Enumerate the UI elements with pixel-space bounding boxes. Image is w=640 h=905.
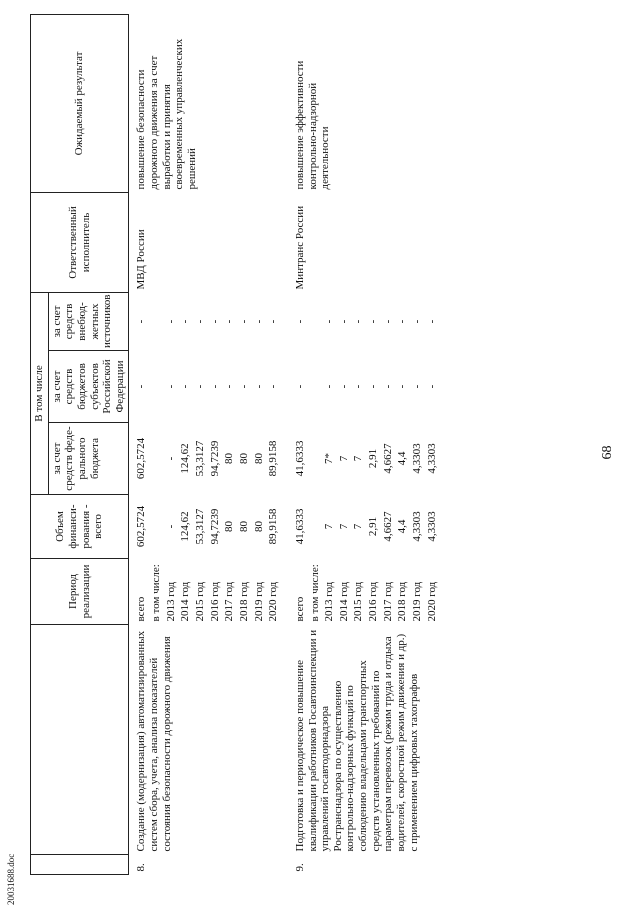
- federal-cell: 80: [252, 453, 265, 464]
- federal-cell: 602,5724: [135, 437, 148, 480]
- regional-cell: -: [179, 384, 192, 389]
- result-cell: повышение безопасности дорожного движения за счет выработки и принятия своевременных управленческих решений: [135, 38, 199, 190]
- offbudget-cell: -: [267, 319, 280, 324]
- federal-cell: 4,3303: [411, 443, 424, 474]
- period-cell: 2020 год: [267, 581, 280, 622]
- federal-cell: 89,9158: [267, 440, 280, 477]
- total-cell: 94,7239: [208, 508, 221, 545]
- offbudget-cell: [308, 292, 323, 350]
- offbudget-cell: -: [208, 319, 221, 324]
- item-number: 9.: [293, 863, 306, 872]
- total-cell: 124,62: [179, 511, 192, 542]
- table-body: [129, 14, 439, 874]
- regional-cell: [308, 351, 323, 423]
- total-cell: 7: [323, 523, 336, 530]
- col-federal-header: за счет средств феде-рального бюджета: [48, 423, 129, 495]
- total-cell: 89,9158: [267, 508, 280, 545]
- period-cell: в том числе:: [308, 564, 321, 622]
- total-cell: 80: [237, 521, 250, 532]
- regional-cell: [149, 351, 164, 423]
- federal-cell: 80: [223, 453, 236, 464]
- total-cell: 80: [223, 521, 236, 532]
- period-cell: 2018 год: [237, 581, 250, 622]
- table-row: [293, 14, 308, 874]
- total-cell: 4,6627: [381, 511, 394, 542]
- federal-cell: 7*: [323, 453, 336, 464]
- period-cell: 2020 год: [425, 581, 438, 622]
- regional-cell: -: [267, 384, 280, 389]
- regional-cell: -: [425, 384, 438, 389]
- offbudget-cell: [149, 292, 164, 350]
- period-cell: 2016 год: [208, 581, 221, 622]
- offbudget-cell: -: [396, 319, 409, 324]
- regional-cell: -: [237, 384, 250, 389]
- federal-cell: 7: [337, 455, 350, 462]
- col-result-header: Ожидаемый результат: [31, 14, 129, 192]
- period-cell: 2014 год: [179, 581, 192, 622]
- col-regional-header: за счет средств бюджетов субъектов Российской Федерации: [48, 351, 129, 423]
- offbudget-cell: -: [381, 319, 394, 324]
- period-cell: 2018 год: [396, 581, 409, 622]
- offbudget-cell: -: [337, 319, 350, 324]
- period-cell: 2019 год: [252, 581, 265, 622]
- table-row: [129, 14, 149, 874]
- offbudget-cell: -: [411, 319, 424, 324]
- federal-cell: 4,3303: [425, 443, 438, 474]
- offbudget-cell: -: [135, 319, 148, 324]
- offbudget-cell: -: [179, 319, 192, 324]
- regional-cell: -: [352, 384, 365, 389]
- col-num-header: [31, 855, 129, 875]
- total-cell: 4,4: [396, 519, 409, 534]
- offbudget-cell: -: [293, 319, 306, 324]
- period-cell: всего: [293, 596, 306, 622]
- total-cell: 53,3127: [194, 508, 207, 545]
- offbudget-cell: -: [252, 319, 265, 324]
- federal-cell: -: [164, 456, 177, 461]
- result-cell: повышение эффективности контрольно-надзорной деятельности: [293, 60, 332, 190]
- col-total-header: Объем финанси-рования - всего: [31, 495, 129, 559]
- col-including-header: В том числе: [31, 292, 49, 494]
- total-cell: [149, 495, 164, 559]
- item-title: Создание (модернизация) автоматизированных систем сбора, учета, анализа показателей состояния безопасности дорожного движения: [135, 630, 173, 852]
- doc-reference: 20031688.doc: [6, 853, 16, 905]
- spacer-row: [281, 14, 293, 874]
- offbudget-cell: -: [223, 319, 236, 324]
- col-title-header: [31, 625, 129, 855]
- regional-cell: -: [164, 384, 177, 389]
- total-cell: 80: [252, 521, 265, 532]
- col-responsible-header: Ответственный исполнитель: [31, 192, 129, 292]
- period-cell: 2013 год: [323, 581, 336, 622]
- page-number: 68: [600, 445, 615, 460]
- regional-cell: -: [223, 384, 236, 389]
- period-cell: 2015 год: [194, 581, 207, 622]
- total-cell: 7: [337, 523, 350, 530]
- offbudget-cell: -: [352, 319, 365, 324]
- total-cell: 602,5724: [135, 505, 148, 548]
- regional-cell: -: [367, 384, 380, 389]
- federal-cell: 94,7239: [208, 440, 221, 477]
- federal-cell: 7: [352, 455, 365, 462]
- federal-cell: 41,6333: [293, 440, 306, 477]
- total-cell: 7: [352, 523, 365, 530]
- total-cell: 4,3303: [425, 511, 438, 542]
- federal-cell: 4,6627: [381, 443, 394, 474]
- total-cell: [308, 495, 323, 559]
- period-cell: 2013 год: [164, 581, 177, 622]
- federal-cell: 4,4: [396, 451, 409, 466]
- total-cell: 41,6333: [293, 508, 306, 545]
- regional-cell: -: [381, 384, 394, 389]
- col-offbudget-header: за счет средств внебюд-жетных источников: [48, 292, 129, 350]
- offbudget-cell: -: [367, 319, 380, 324]
- total-cell: 2,91: [367, 516, 380, 537]
- period-cell: 2015 год: [352, 581, 365, 622]
- offbudget-cell: -: [164, 319, 177, 324]
- regional-cell: -: [337, 384, 350, 389]
- period-cell: 2016 год: [367, 581, 380, 622]
- regional-cell: -: [323, 384, 336, 389]
- federal-cell: 2,91: [367, 448, 380, 469]
- federal-cell: 80: [237, 453, 250, 464]
- regional-cell: -: [396, 384, 409, 389]
- offbudget-cell: -: [323, 319, 336, 324]
- period-cell: 2017 год: [223, 581, 236, 622]
- regional-cell: -: [252, 384, 265, 389]
- period-cell: 2014 год: [337, 581, 350, 622]
- item-number: 8.: [135, 863, 148, 872]
- period-cell: 2019 год: [411, 581, 424, 622]
- program-table: [30, 14, 439, 875]
- regional-cell: -: [194, 384, 207, 389]
- period-cell: в том числе:: [150, 564, 163, 622]
- col-period-header: Период реализации: [31, 559, 129, 625]
- period-cell: 2017 год: [381, 581, 394, 622]
- regional-cell: -: [208, 384, 221, 389]
- total-cell: 4,3303: [411, 511, 424, 542]
- responsible-cell: Минтранс России: [293, 205, 306, 290]
- federal-cell: [308, 423, 323, 495]
- federal-cell: 124,62: [179, 443, 192, 474]
- federal-cell: [149, 423, 164, 495]
- total-cell: -: [164, 524, 177, 529]
- responsible-cell: МВД России: [135, 229, 148, 290]
- period-cell: всего: [135, 596, 148, 622]
- offbudget-cell: -: [237, 319, 250, 324]
- regional-cell: -: [293, 384, 306, 389]
- federal-cell: 53,3127: [194, 440, 207, 477]
- offbudget-cell: -: [425, 319, 438, 324]
- regional-cell: -: [135, 384, 148, 389]
- regional-cell: -: [411, 384, 424, 389]
- item-title: Подготовка и периодическое повышение квалификации работников Госавтоинспекции и управлений госавтодорнадзора Ространснадзора по осуществлению контрольно-надзорных функций по соблюдению владельцами транспортных средств установленных требований по параметрам перевозок (режим труда и отдыха водителей, скоростной режим движения и др.) с применением цифровых тахографов: [293, 629, 420, 852]
- offbudget-cell: -: [194, 319, 207, 324]
